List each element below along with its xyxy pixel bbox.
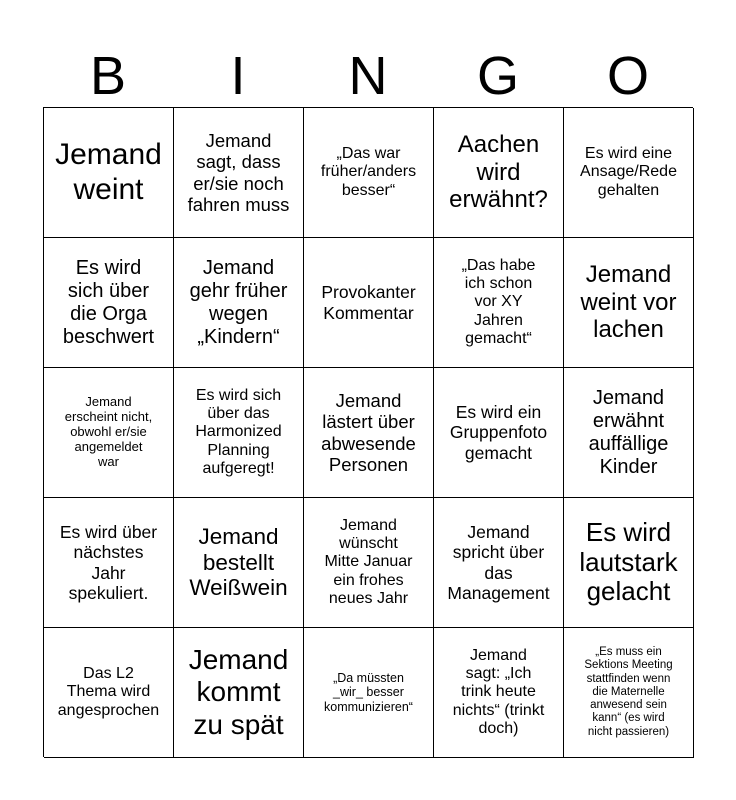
- bingo-cell-text: Jemand erwähnt auffällige Kinder: [588, 386, 669, 478]
- bingo-cell-text: Jemand spricht über das Management: [447, 522, 550, 603]
- bingo-header: [43, 44, 693, 108]
- bingo-cell[interactable]: [564, 628, 694, 758]
- bingo-cell[interactable]: [434, 108, 564, 238]
- bingo-cell-text: Es wird sich über das Harmonized Planning aufgeregt!: [195, 386, 282, 478]
- bingo-cell[interactable]: [44, 238, 174, 368]
- bingo-cell[interactable]: [304, 238, 434, 368]
- header-letter-o: O: [606, 46, 649, 106]
- bingo-cell-text: Jemand sagt, dass er/sie noch fahren muss: [187, 129, 290, 215]
- bingo-cell-text: Es wird ein Gruppenfoto gemacht: [449, 402, 548, 463]
- bingo-cell[interactable]: [304, 368, 434, 498]
- bingo-cell[interactable]: [44, 498, 174, 628]
- bingo-cell[interactable]: [564, 368, 694, 498]
- bingo-cell-text: Es wird eine Ansage/Rede gehalten: [580, 144, 677, 199]
- bingo-cell-text: Jemand sagt: „Ich trink heute nichts“ (trinkt doch): [452, 646, 545, 738]
- bingo-cell-text: Jemand lästert über abwesende Personen: [321, 389, 416, 475]
- bingo-cell[interactable]: [174, 628, 304, 758]
- bingo-cell-text: „Es muss ein Sektions Meeting stattfinden wenn die Maternelle anwesend sein kann“ (es wird nicht passieren): [584, 646, 673, 738]
- bingo-cell-text: Provokanter Kommentar: [321, 282, 416, 323]
- header-letter-b: B: [89, 46, 127, 106]
- bingo-cell-text: Aachen wird erwähnt?: [449, 131, 548, 214]
- bingo-cell[interactable]: [174, 498, 304, 628]
- header-letter-i: I: [230, 46, 246, 106]
- bingo-cell-text: „Da müssten _wir_ besser kommunizieren“: [324, 670, 413, 714]
- bingo-cell[interactable]: [304, 498, 434, 628]
- bingo-cell[interactable]: [434, 368, 564, 498]
- bingo-cell-text: „Das war früher/anders besser“: [320, 144, 417, 199]
- bingo-cell[interactable]: [304, 108, 434, 238]
- header-letter-n: N: [348, 46, 388, 106]
- bingo-cell-text: Jemand gehr früher wegen „Kindern“: [189, 256, 288, 348]
- bingo-cell[interactable]: [174, 108, 304, 238]
- bingo-cell[interactable]: [434, 628, 564, 758]
- bingo-cell[interactable]: [304, 628, 434, 758]
- bingo-cell-text: Jemand wünscht Mitte Januar ein frohes neues Jahr: [324, 516, 413, 608]
- bingo-cell[interactable]: [564, 108, 694, 238]
- bingo-cell-text: Jemand bestellt Weißwein: [189, 523, 288, 601]
- bingo-cell[interactable]: [564, 498, 694, 628]
- bingo-cell[interactable]: [44, 368, 174, 498]
- bingo-cell-text: Jemand weint: [55, 138, 162, 206]
- bingo-cell[interactable]: [174, 238, 304, 368]
- bingo-cell-text: Das L2 Thema wird angesprochen: [57, 664, 160, 719]
- bingo-cell[interactable]: [434, 498, 564, 628]
- bingo-cell-text: Jemand kommt zu spät: [188, 644, 289, 740]
- bingo-cell[interactable]: [564, 238, 694, 368]
- bingo-cell-text: Jemand weint vor lachen: [580, 261, 677, 344]
- header-letter-g: G: [476, 46, 519, 106]
- bingo-cell[interactable]: [434, 238, 564, 368]
- bingo-cell-text: „Das habe ich schon vor XY Jahren gemacht“: [461, 256, 536, 348]
- bingo-cell-text: Es wird sich über die Orga beschwert: [62, 256, 155, 348]
- bingo-cell-text: Es wird über nächstes Jahr spekuliert.: [59, 522, 158, 603]
- bingo-cell-text: Es wird lautstark gelacht: [579, 516, 678, 607]
- bingo-card-grid: [43, 107, 693, 757]
- bingo-cell[interactable]: [44, 108, 174, 238]
- bingo-cell[interactable]: [174, 368, 304, 498]
- bingo-cell-text: Jemand erscheint nicht, obwohl er/sie angemeldet war: [64, 394, 153, 469]
- bingo-cell[interactable]: [44, 628, 174, 758]
